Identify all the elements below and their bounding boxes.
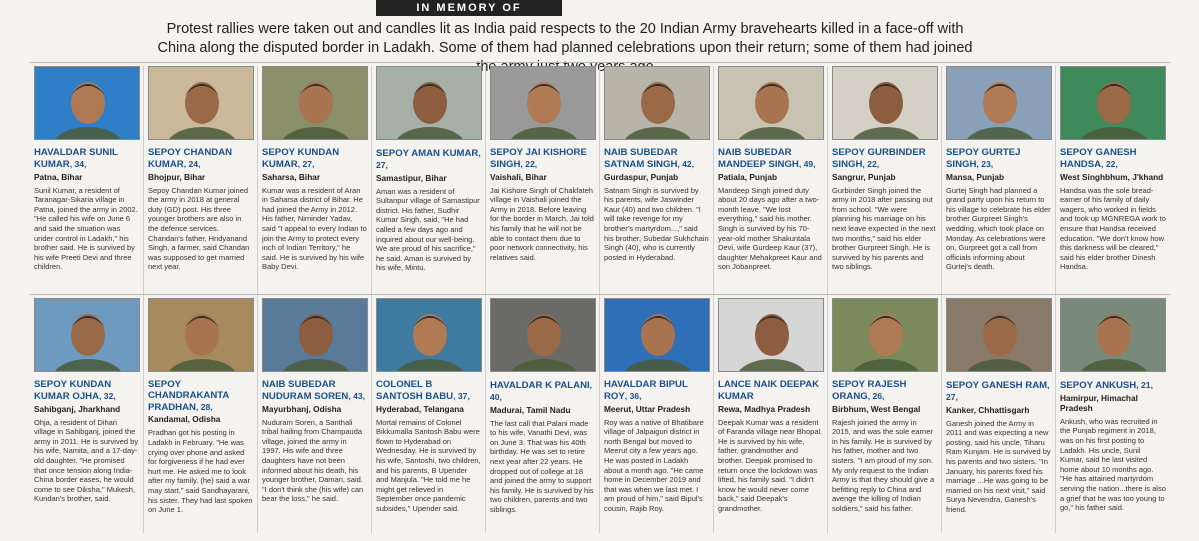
soldier-age: , 27, [297, 158, 315, 169]
photo-frame [148, 298, 254, 372]
soldier-name [718, 148, 823, 171]
soldier-location: Patiala, Punjab [718, 171, 778, 182]
photo-frame [34, 66, 140, 140]
soldier-age: , 22, [520, 158, 538, 169]
portrait-photo [491, 299, 596, 372]
photo-frame [832, 66, 938, 140]
soldier-location: Saharsa, Bihar [262, 171, 321, 182]
soldier-card [486, 298, 600, 533]
photo-frame [490, 66, 596, 140]
portrait-photo [1061, 299, 1166, 372]
soldier-description: Sepoy Chandan Kumar joined the army in 2018 at general duty (GD) post. His three younger brothers are also in the defence services. Chandan's father, Hridyanand Singh, a farmer, said Chandan was supposed to get married next year. [148, 185, 250, 272]
soldier-name [946, 380, 1051, 404]
soldier-name-text: SEPOY CHANDAN KUMAR [148, 147, 233, 170]
soldier-age: , 24, [183, 158, 201, 169]
photo-frame [376, 298, 482, 372]
soldier-location: Bhojpur, Bihar [148, 171, 206, 182]
photo-frame [946, 66, 1052, 140]
photo-frame [148, 66, 254, 140]
soldier-location: Mansa, Punjab [946, 171, 1005, 182]
soldier-location: Rewa, Madhya Pradesh [718, 403, 811, 414]
soldier-name [34, 148, 139, 171]
photo-frame [604, 66, 710, 140]
soldier-age: , 36, [624, 390, 642, 401]
photo-frame [718, 66, 824, 140]
soldier-age: , 27, [946, 380, 1050, 402]
portrait-photo [377, 299, 482, 372]
soldier-location: Hyderabad, Telangana [376, 403, 464, 414]
soldier-name-text: HAVALDAR BIPUL ROY [604, 379, 688, 402]
soldier-age: , 32, [99, 390, 116, 401]
soldier-name [490, 148, 595, 171]
soldier-card [600, 66, 714, 301]
soldier-description: Handsa was the sole bread-earner of his family of daily wagers, who worked in fields and took up MGNREGA work to ensure that Handsa received education. "We don't know how this darkness will be cleared," said his elder brother Dinesh Handsa. [1060, 185, 1166, 272]
soldier-row-1 [30, 66, 1170, 301]
soldier-name-text: SEPOY CHANDRAKANTA PRADHAN [148, 379, 230, 413]
soldier-name [148, 380, 253, 413]
soldier-name [34, 380, 139, 403]
soldier-location: Patna, Bihar [34, 171, 83, 182]
soldier-name-text: SEPOY RAJESH ORANG [832, 379, 907, 402]
soldier-age: , 23, [976, 158, 994, 169]
soldier-location: Hamirpur, Himachal Pradesh [1060, 392, 1138, 413]
soldier-name-text: HAVALDAR K PALANI [490, 380, 590, 391]
soldier-description: Sunil Kumar, a resident of Taranagar-Sikaria village in Patna, joined the army in 2002. "He called his wife on June 6 and said the situation was under control in Ladakh," his brother said. He is survived by his wife Preeti Devi and three children. [34, 185, 138, 272]
soldier-card [144, 298, 258, 533]
portrait-photo [35, 67, 140, 140]
intro-text: Protest rallies were taken out and candles lit as India paid respects to the 20 Indian Army bravehearts killed in a face-off with China along the disputed border in Ladakh. Some of them had planned celebrations upon their return; some of them had joined the [157, 21, 973, 75]
soldier-name [148, 148, 253, 171]
soldier-location: Vaishali, Bihar [490, 171, 547, 182]
soldier-name [832, 148, 937, 171]
soldier-card [1056, 66, 1170, 301]
soldier-name [604, 148, 709, 171]
soldier-name-text: NAIB SUBEDAR NUDURAM SOREN [262, 379, 349, 402]
soldier-location: West Singhbhum, J'khand [1060, 171, 1164, 182]
photo-frame [262, 66, 368, 140]
soldier-description: Deepak Kumar was a resident of Faranda village near Bhopal. He is survived by his wife, father, grandmother and brother. Deepak promised to return once the lockdown was lifted, his family said. "I didn't know he would never come back," said Deepak's grandmother. [718, 417, 823, 513]
soldier-name-text: SEPOY GANESH RAM [946, 380, 1048, 391]
portrait-photo [1061, 67, 1166, 140]
soldier-name-text: NAIB SUBEDAR MANDEEP SINGH [718, 147, 799, 170]
soldier-age: , 49, [798, 158, 816, 169]
portrait-photo [377, 67, 482, 140]
soldier-name [262, 148, 367, 171]
portrait-photo [35, 299, 140, 372]
portrait-photo [947, 67, 1052, 140]
soldier-description: Aman was a resident of Sultanpur village of Samastipur district. His father, Sudhir Kumar Singh, said, "He had called a few days ago and inquired about our well-being. We are proud of his sacrifice," he said. Aman is survived by his wife, Mintu. [376, 186, 480, 273]
soldier-name-text: SEPOY GANESH HANDSA [1060, 147, 1137, 170]
soldier-age: , 43, [348, 390, 366, 401]
soldier-name-text: SEPOY KUNDAN KUMAR [262, 147, 340, 170]
soldier-age: , 22, [862, 158, 880, 169]
soldier-description: Gurtej Singh had planned a grand party upon his return to his village to celebrate his elder brother Gurpreet Singh's wedding, which took place on Monday. As celebrations were on, Gurpreet got a call from officials informing about Gurtej's death. [946, 185, 1051, 272]
soldier-name [604, 380, 709, 403]
soldier-name [262, 380, 367, 403]
soldier-age: , 26, [867, 390, 885, 401]
photo-frame [718, 298, 824, 372]
soldier-name-text: HAVALDAR SUNIL KUMAR [34, 147, 118, 170]
soldier-location: Mayurbhanj, Odisha [262, 403, 342, 414]
soldier-description: Pradhan got his posting in Ladakh in February. "He was crying over phone and asked for forgiveness if he had ever hurt me. He asked me to look after my family. (he) said a war may start," said Sandhayarani, his sister. They had last spoken on June 1. [148, 428, 253, 515]
photo-frame [1060, 66, 1166, 140]
portrait-photo [719, 299, 824, 372]
photo-frame [1060, 298, 1166, 372]
soldier-card [942, 298, 1056, 533]
photo-frame [490, 298, 596, 372]
soldier-location: Sahibganj, Jharkhand [34, 403, 121, 414]
soldier-age: , 42, [677, 158, 695, 169]
soldier-location: Samastipur, Bihar [376, 172, 447, 183]
portrait-photo [149, 299, 254, 372]
portrait-photo [947, 299, 1052, 372]
portrait-photo [605, 299, 710, 372]
soldier-name [1060, 148, 1166, 171]
portrait-photo [833, 299, 938, 372]
portrait-photo [263, 299, 368, 372]
soldier-name [376, 380, 481, 403]
soldier-age: , 34, [69, 158, 87, 169]
soldier-name-text: NAIB SUBEDAR SATNAM SINGH [604, 147, 678, 170]
soldier-description: Jai Kishore Singh of Chakfateh village in Vaishali joined the Army in 2018. Before leaving for the border in March, Jai told his family that he will not be able to contact them due to poor network connectivity, his relatives said. [490, 185, 594, 262]
soldier-age: , 21, [1136, 380, 1153, 390]
portrait-photo [605, 67, 710, 140]
soldier-location: Gurdaspur, Punjab [604, 171, 679, 182]
soldier-card [486, 66, 600, 301]
soldier-name-text: SEPOY ANKUSH [1060, 380, 1137, 391]
banner-title: IN MEMORY OF [376, 0, 562, 16]
soldier-name [376, 148, 481, 172]
soldier-description: Nuduram Soren, a Santhali tribal hailing from Champauda village, joined the army in 1997. His wife and three daughters have not been informed about his death, his younger brother, Daman, said. "I don't think she (his wife) can bear the loss," he said. [262, 417, 364, 504]
soldier-description: Roy was a native of Bhatibare village of Jalpaiguri district in north Bengal but moved to Meerut city a few years ago. He was posted in Ladakh about a month ago. "He came home in December 2019 and that was when we last met. I am proud of him," said Bipul's cousin, Rajib Roy. [604, 417, 704, 513]
soldier-name-text: COLONEL B SANTOSH BABU [376, 379, 454, 402]
portrait-photo [263, 67, 368, 140]
photo-frame [832, 298, 938, 372]
portrait-photo [491, 67, 596, 140]
soldier-description: Ankush, who was recruited in the Punjab regiment in 2018, was on his first posting to Ladakh. His uncle, Sunil Kumar, said he last visited home about 10 months ago. "He has attained martyrdom serving the nation...there is also a grief that he was too young to go," his father said. [1060, 416, 1166, 513]
soldier-row-2 [30, 298, 1170, 533]
soldier-card [258, 298, 372, 533]
photo-frame [946, 298, 1052, 372]
soldier-name [946, 148, 1051, 171]
soldier-name-text: SEPOY GURBINDER SINGH [832, 147, 926, 170]
soldier-location: Meerut, Uttar Pradesh [604, 403, 691, 414]
photo-frame [376, 66, 482, 140]
soldier-card [144, 66, 258, 301]
soldier-description: Mandeep Singh joined duty about 20 days ago after a two-month leave. "We lost everything," said his mother. Singh is survived by his 70-year-old mother Shakuntala Devi, wife Gurdeep Kaur (37), daughter Mehakpreet Kaur and son Jobanpreet. [718, 185, 822, 272]
soldier-card [714, 298, 828, 533]
header-strip [0, 0, 1199, 16]
soldier-location: Kanker, Chhattisgarh [946, 404, 1030, 415]
soldier-card [942, 66, 1056, 301]
soldier-name-text: SEPOY KUNDAN KUMAR OJHA [34, 379, 112, 402]
divider-middle [30, 294, 1170, 295]
soldier-card [714, 66, 828, 301]
soldier-age: , 27, [376, 148, 481, 170]
soldier-name [1060, 380, 1166, 392]
soldier-location: Kandamal, Odisha [148, 414, 221, 425]
soldier-age: , 28, [195, 401, 213, 412]
soldier-name [718, 380, 823, 403]
soldier-card [30, 298, 144, 533]
soldier-description: Gurbinder Singh joined the army in 2018 after passing out from school. "We were planning his marriage on his next leave expected in the next two months," said his elder brother Gurpreet Singh. He is survived by his parents and two siblings. [832, 185, 936, 272]
soldier-name-text: SEPOY AMAN KUMAR [376, 148, 479, 159]
soldier-description: Satnam Singh is survived by his parents, wife Jaswinder Kaur (40) and two children. "I will take revenge for my brother's martyrdom...," said his brother, Subedar Sukhchain Singh (40), who is currently posted in Hyderabad. [604, 185, 709, 262]
soldier-card [372, 298, 486, 533]
soldier-card [372, 66, 486, 301]
soldier-name-text: LANCE NAIK DEEPAK KUMAR [718, 379, 820, 402]
soldier-description: Kumar was a resident of Aran in Saharsa district of Bihar. He had joined the Army in 2012. His father, Niminder Yadav, said "I appeal to every Indian to join the Army to protect every inch of Indian Territory," he said. He is survived by his wife Baby Devi. [262, 185, 367, 272]
photo-frame [262, 298, 368, 372]
soldier-location: Sangrur, Punjab [832, 171, 896, 182]
photo-frame [34, 298, 140, 372]
soldier-age: , 40, [490, 380, 593, 402]
photo-frame [604, 298, 710, 372]
portrait-photo [833, 67, 938, 140]
portrait-photo [149, 67, 254, 140]
soldier-card [258, 66, 372, 301]
soldier-description: Rajesh joined the army in 2015, and was the sole earner in his family. He is survived by his father, mother and two sisters. "I am proud of my son. My only request to the Indian Army is that they should give a befitting reply to China and avenge the killing of Indian soldiers," said his father. [832, 417, 935, 513]
portrait-photo [719, 67, 824, 140]
soldier-card [30, 66, 144, 301]
soldier-description: Ohja, a resident of Dihari village in Sahibganj, joined the army in 2011. He is survived by his wife, Namita, and a 17-day-old daughter. "He promised that once tension along India-China border eases, he would come to see Diksha," Mukesh, Kundan's brother, said. [34, 417, 139, 504]
soldier-name-text: SEPOY GURTEJ SINGH [946, 147, 1021, 170]
soldier-description: Ganesh joined the Army in 2011 and was expecting a new posting, said his uncle, Tiharu Ram Kunjam. He is survived by his parents and two sisters. "In January, his parents fixed his marriage ...He was going to be married on his next visit," said Surya Nevendra, Ganesh's friend. [946, 418, 1051, 514]
soldier-age: , 37, [453, 390, 470, 401]
soldier-name [832, 380, 937, 403]
soldier-card [828, 66, 942, 301]
soldier-name-text: SEPOY JAI KISHORE SINGH [490, 147, 587, 170]
soldier-age: , 22, [1101, 158, 1118, 169]
divider-top [30, 62, 1170, 63]
soldier-card [828, 298, 942, 533]
soldier-name [490, 380, 595, 404]
soldier-location: Birbhum, West Bengal [832, 403, 921, 414]
soldier-card [600, 298, 714, 533]
soldier-location: Madurai, Tamil Nadu [490, 404, 571, 415]
soldier-description: Mortal remains of Colonel Bikkumalla Santosh Babu were flown to Hyderabad on Wednesday. He is survived by his wife, Santoshi, two children, and his parents, B Upender and Manjula. "He told me he might get relieved in September once pandemic subsides," Upender said. [376, 417, 481, 513]
soldier-description: The last call that Palani made to his wife, Vanathi Devi, was on June 3. That was his 40th birthday. He was set to retire next year after 22 years. He dropped out of college at 18 and joined the army to support his family. He is survived by his two children, parents and two siblings. [490, 418, 594, 514]
soldier-card [1056, 298, 1170, 533]
